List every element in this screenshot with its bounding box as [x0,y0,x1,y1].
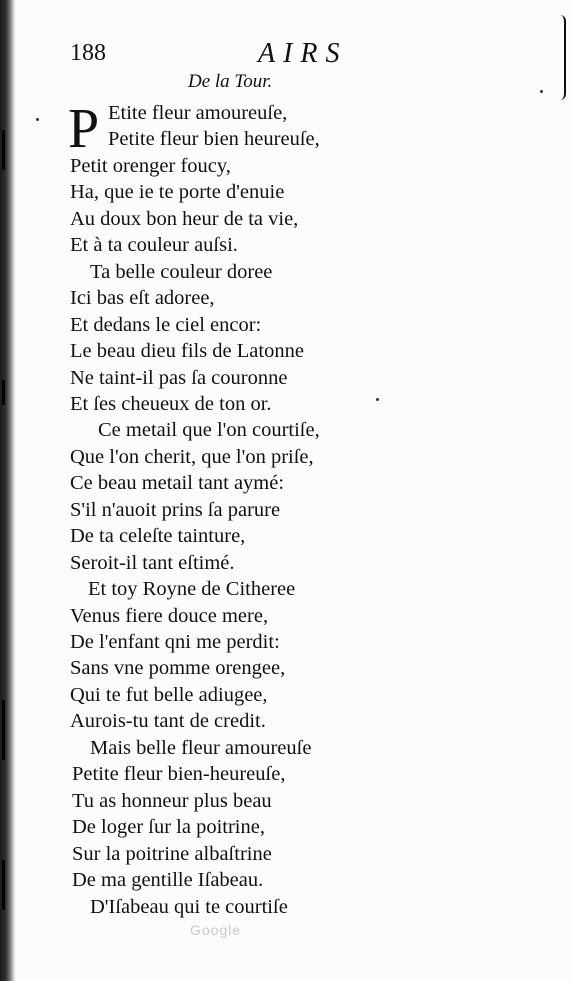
poem-line: Ici bas eſt adoree, [70,287,215,310]
poem-line: Sans vne pomme orengee, [70,657,286,680]
ink-speck [540,90,543,93]
poem-line: Que l'on cherit, que l'on priſe, [70,445,314,468]
ink-speck [36,118,39,121]
scan-mark [2,860,5,910]
poem-line: De ta celeſte tainture, [70,525,246,548]
drop-cap: P [68,98,100,160]
poem-line: Ha, que ie te porte d'enuie [70,181,285,204]
poem-line: Petite fleur bien heureuſe, [108,128,320,151]
poem-line: Qui te fut belle adiugee, [70,683,268,706]
poem-line: Tu as honneur plus beau [72,789,272,812]
poem-line: De l'enfant qni me perdit: [70,631,280,653]
scan-mark [2,380,5,405]
page-header [70,40,370,74]
poem-line: Petit orenger foucy, [70,154,231,177]
scan-mark [2,700,5,760]
scan-mark [2,130,5,170]
poem-line: S'il n'auoit prins ſa parure [70,498,281,521]
poem-line: Aurois-tu tant de credit. [70,710,266,733]
poem-subtitle: De la Tour. [188,71,273,92]
poem-line: Sur la poitrine albaſtrine [72,842,272,865]
poem-line: Et toy Royne de Citheree [88,578,296,601]
poem-line: Venus fiere douce mere, [70,604,269,627]
poem-line: Le beau dieu fils de Latonne [70,340,304,363]
page-number: 188 [70,40,106,66]
poem-line: Ta belle couleur doree [90,260,273,283]
watermark: Google [190,922,242,938]
poem-line: D'Iſabeau qui te courtiſe [90,895,288,918]
poem-line: Ce metail que l'on courtiſe, [98,419,320,442]
running-title: AIRS [258,38,348,69]
poem-line: Et dedans le ciel encor: [70,313,262,336]
poem-line: Et à ta couleur auſsi. [70,234,238,257]
poem-line: Petite fleur bien-heureuſe, [72,763,286,786]
poem-line: Seroit-il tant eſtimé. [70,551,235,574]
poem-line: Etite fleur amoureuſe, [108,102,288,124]
poem-line: Mais belle fleur amoureuſe [90,736,312,759]
poem-line: Ce beau metail tant aymé: [70,472,285,495]
poem-line: Ne taint-il pas ſa couronne [70,366,288,389]
ink-speck [376,398,379,401]
poem-line: De loger ſur la poitrine, [72,816,265,839]
poem-line: Au doux bon heur de ta vie, [70,207,299,230]
page-curl-edge [560,15,566,100]
poem-line: Et ſes cheueux de ton or. [70,392,272,415]
poem-line: De ma gentille Iſabeau. [72,869,264,892]
